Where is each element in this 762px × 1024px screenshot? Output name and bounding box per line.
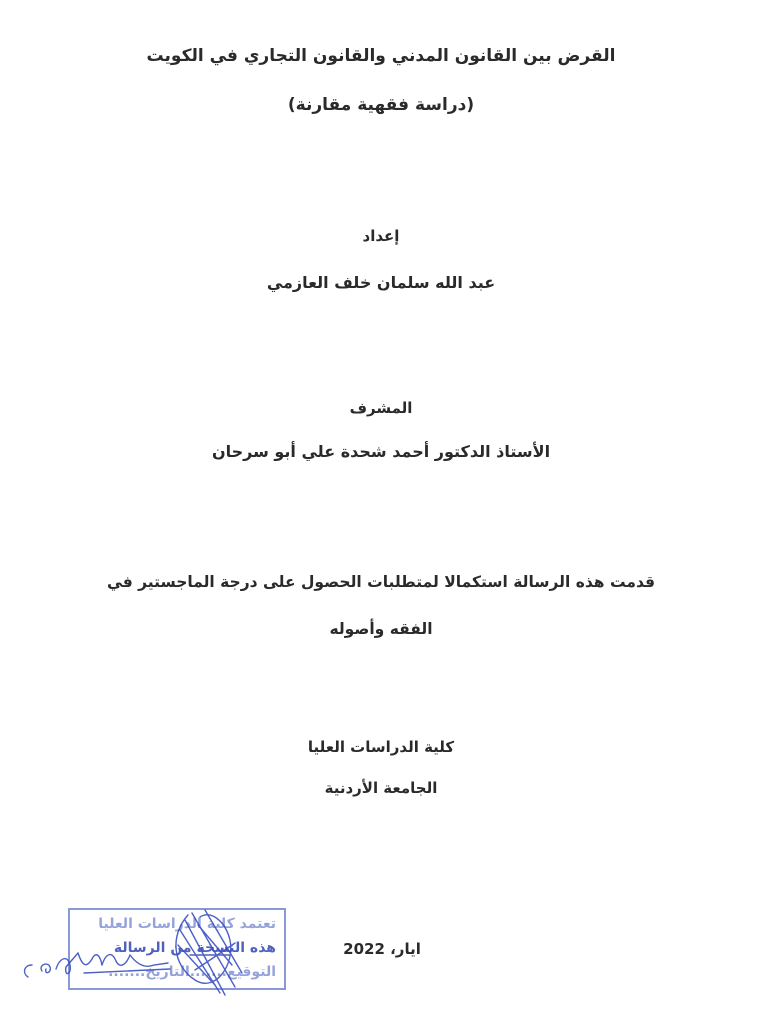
faculty-name: كلية الدراسات العليا [307,738,455,756]
submission-statement-line-1: قدمت هذه الرسالة استكمالا لمتطلبات الحصول على درجة الماجستير في [106,573,656,591]
thesis-title: القرض بين القانون المدني والقانون التجاري في الكويت [146,46,616,66]
supervisor-name: الأستاذ الدكتور أحمد شحدة علي أبو سرحان [211,442,551,461]
stamp-line-1: تعتمد كلية الدراسات العليا [98,916,276,932]
supervisor-label: المشرف [349,399,413,417]
university-name: الجامعة الأردنية [324,779,438,797]
submission-statement-line-2: الفقه وأصوله [329,620,433,638]
submission-date: ايار، 2022 [343,940,421,958]
stamp-line-3: التوقيع.......التاريخ....... [108,964,276,980]
author-name: عبد الله سلمان خلف العازمي [266,273,496,292]
prepared-by-label: إعداد [362,227,400,245]
approval-stamp [68,908,286,990]
thesis-subtitle: (دراسة فقهية مقارنة) [287,95,475,115]
stamp-line-2: هذه النسخة من الرسالة [113,940,276,956]
